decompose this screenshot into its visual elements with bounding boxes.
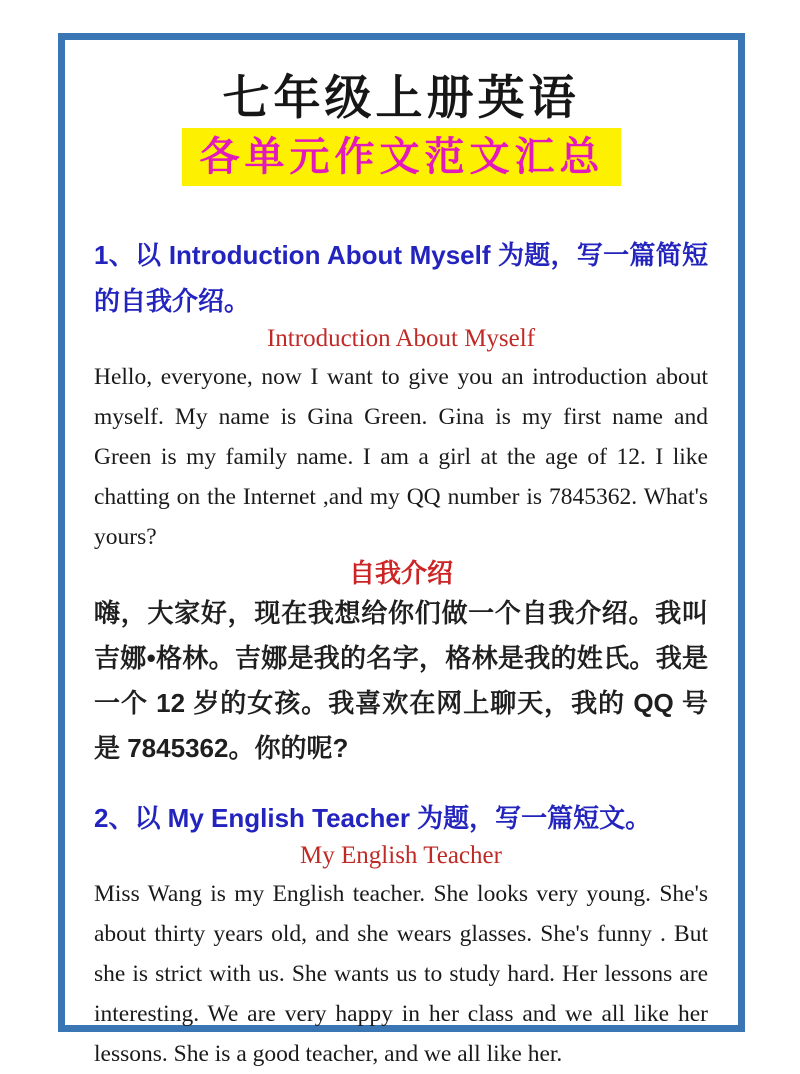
page-border-frame — [58, 33, 745, 1067]
essay-2-title-english: My English Teacher — [300, 842, 502, 869]
doc-subtitle — [94, 128, 708, 186]
doc-subtitle-highlight: 各单元作文范文汇总 — [182, 128, 621, 186]
essay-prompt-1: 1、以 Introduction About Myself 为题，写一篇简短的自我介绍。 — [94, 240, 708, 316]
essay-1-title-chinese: 自我介绍 — [348, 558, 453, 588]
essay-2-body-english: Miss Wang is my English teacher. She looks very young. She's about thirty years old, and she wears glasses. She's funny . But she is strict with us. She wants us to study hard. Her lessons are interesting. We are very happy in her class and we all like her lessons. She is a good teacher, and we all like her. — [94, 881, 708, 1067]
essay-1-title-english: Introduction About Myself — [266, 325, 536, 352]
essay-1-body-english: Hello, everyone, now I want to give you an introduction about myself. My name is Gina Green. Gina is my first name and Green is my family name. I am a girl at the age of 12. I like chatting on the Internet ,and my QQ number is 7845362. What's yours? — [94, 364, 708, 550]
page-content — [65, 40, 738, 1074]
section-1 — [94, 232, 708, 771]
doc-title: 七年级上册英语 — [222, 71, 580, 124]
essay-prompt-2: 2、以 My English Teacher 为题，写一篇短文。 — [94, 803, 652, 833]
essay-1-body-chinese: 嗨，大家好，现在我想给你们做一个自我介绍。我叫吉娜•格林。吉娜是我的名字，格林是我的姓氏。我是一个 12 岁的女孩。我喜欢在网上聊天，我的 QQ 号是 7845362。你的呢? — [94, 598, 708, 763]
section-2 — [94, 795, 708, 1074]
